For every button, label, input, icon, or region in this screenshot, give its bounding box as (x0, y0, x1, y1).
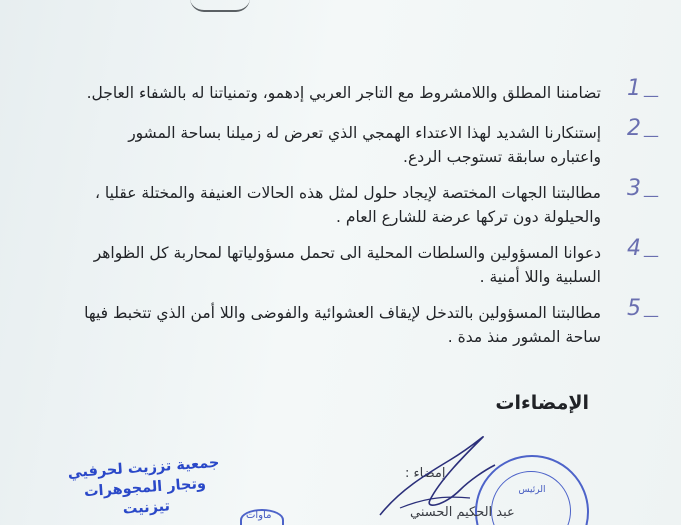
item-line: واعتباره سابقة تستوجب الردع. (403, 148, 601, 166)
item-dash: — (643, 246, 659, 265)
item-number: 5 (627, 296, 641, 321)
item-number: 4 (627, 236, 641, 261)
item-number: 1 (627, 76, 641, 101)
stamp-center-text: الرئيس (518, 485, 546, 495)
item-dash: — (643, 186, 659, 205)
item-line: السلبية واللا أمنية . (479, 268, 601, 286)
item-line: والحيلولة دون تركها عرضة للشارع العام . (336, 208, 601, 226)
item-line: دعوانا المسؤولين والسلطات المحلية الى تحمل مسؤولياتها لمحاربة كل الظواهر (93, 244, 601, 262)
stamp-line: تيزنيت (122, 498, 171, 518)
item-number: 3 (627, 176, 641, 201)
association-stamp (58, 452, 232, 524)
partial-stamp-text: ماوات (246, 510, 272, 521)
stamp-line: جمعية تززيت لحرفيي (67, 454, 220, 482)
item-dash: — (643, 126, 659, 145)
item-line: مطالبتنا المسؤولين بالتدخل لإيقاف العشوائية والفوضى واللا أمن الذي تتخبط فيها (84, 304, 601, 322)
signatures-heading: الإمضاءات (495, 392, 589, 414)
stamp-line: وتجار المجوهرات (83, 475, 207, 501)
item-dash: — (643, 306, 659, 325)
item-line: ساحة المشور منذ مدة . (447, 328, 601, 346)
item-line: إستنكارنا الشديد لهذا الاعتداء الهمجي الذي تعرض له زميلنا بساحة المشور (128, 124, 601, 142)
signatory-name: عبد الحكيم الحسني (410, 505, 515, 520)
signature-label: إمضاء : (405, 466, 446, 481)
item-line: تضامننا المطلق واللامشروط مع التاجر العربي إدهمو، وتمنياتنا له بالشفاء العاجل. (86, 84, 601, 102)
item-dash: — (643, 86, 659, 105)
item-line: مطالبتنا الجهات المختصة لإيجاد حلول لمثل هذه الحالات العنيفة والمختلة عقليا ، (94, 184, 601, 202)
top-ink-fragment (190, 0, 250, 12)
item-number: 2 (627, 116, 641, 141)
